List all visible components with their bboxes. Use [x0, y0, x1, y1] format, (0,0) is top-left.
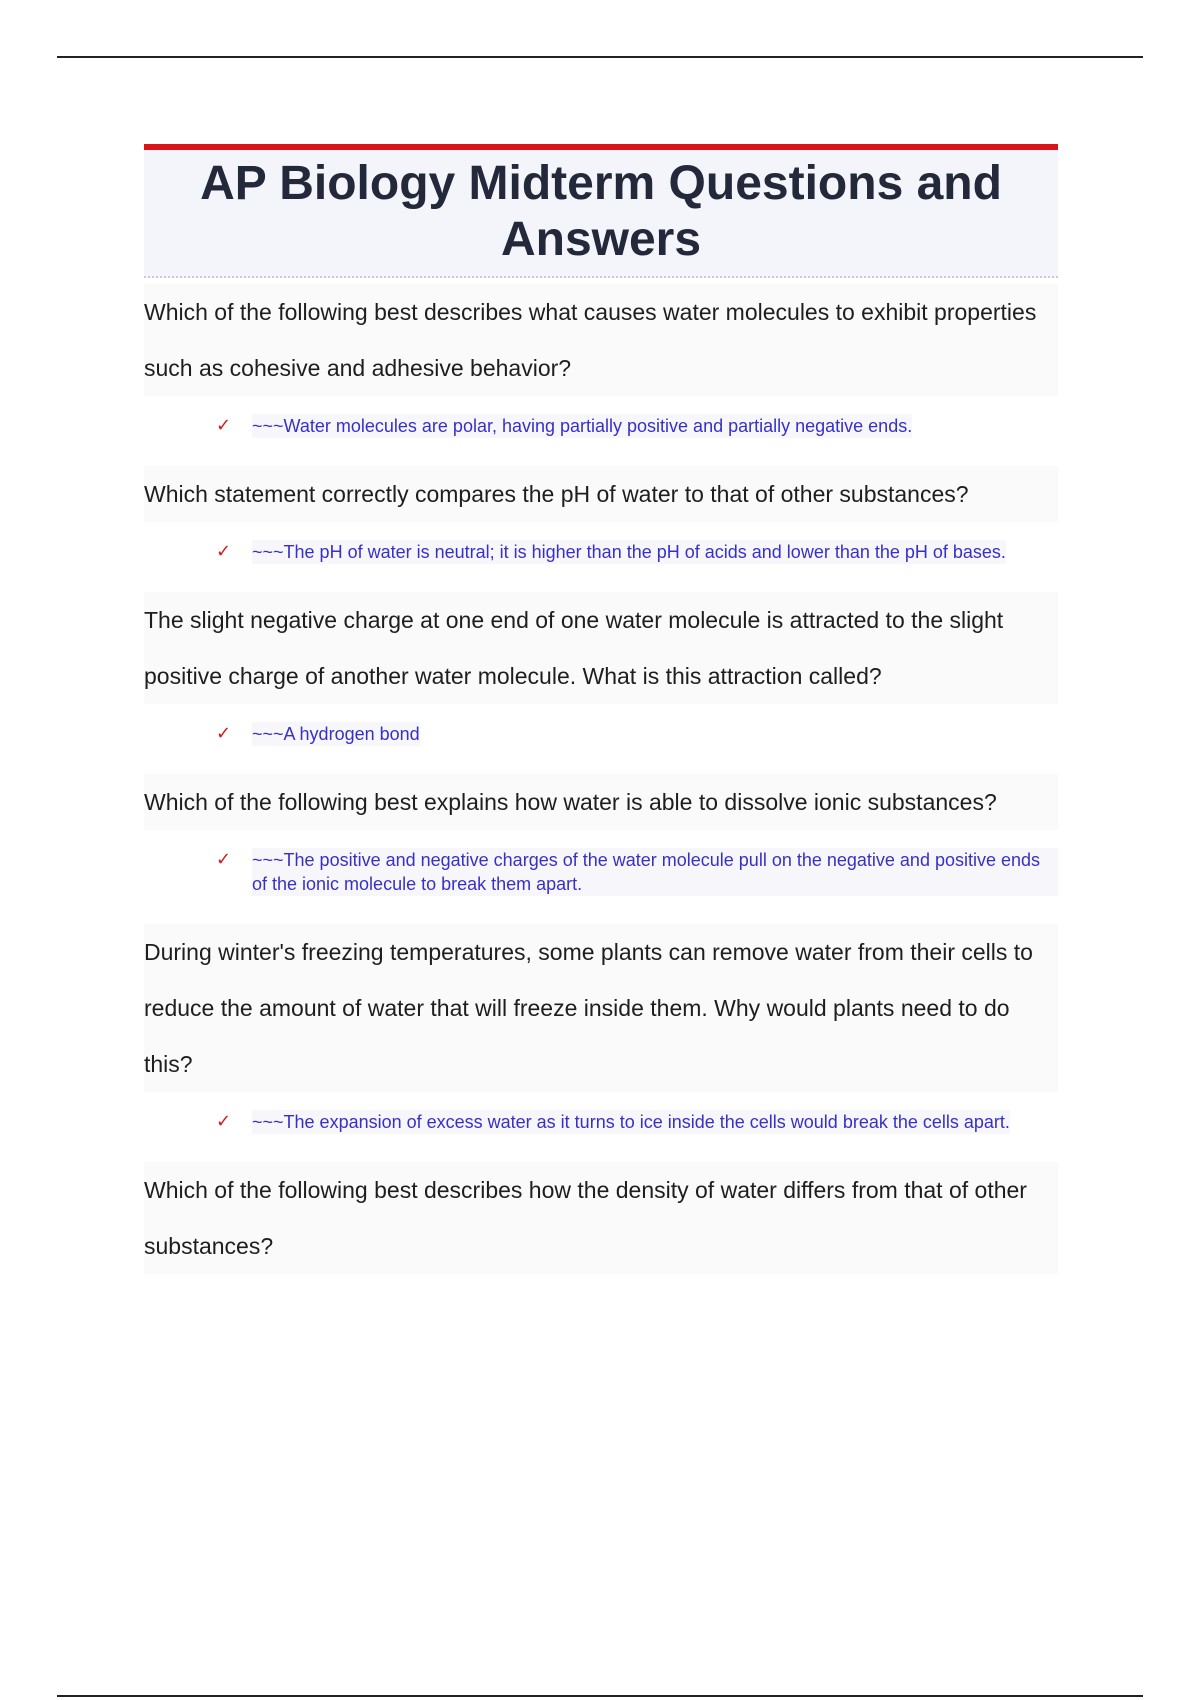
check-icon: ✓: [216, 849, 232, 870]
answer-row: [216, 1092, 1058, 1162]
answer-text: ~~~A hydrogen bond: [252, 724, 420, 744]
qa-item: [144, 774, 1058, 924]
question-text: Which of the following best explains how water is able to dissolve ionic substances?: [144, 774, 1058, 830]
answer-row: [216, 830, 1058, 924]
page-top-rule: [57, 56, 1143, 58]
qa-item: [144, 924, 1058, 1162]
page-title: AP Biology Midterm Questions and Answers: [200, 157, 1002, 266]
question-text: Which of the following best describes how the density of water differs from that of other substances?: [144, 1162, 1058, 1274]
check-icon: ✓: [216, 415, 232, 436]
question-text: Which statement correctly compares the pH of water to that of other substances?: [144, 466, 1058, 522]
title-block: [144, 144, 1058, 278]
qa-list: [144, 284, 1058, 1274]
answer-text: ~~~The pH of water is neutral; it is higher than the pH of acids and lower than the pH of bases.: [252, 542, 1006, 562]
question-text: During winter's freezing temperatures, some plants can remove water from their cells to reduce the amount of water that will freeze inside them. Why would plants need to do this?: [144, 924, 1058, 1092]
answer-row: [216, 704, 1058, 774]
check-icon: ✓: [216, 1111, 232, 1132]
answer-text: ~~~The positive and negative charges of the water molecule pull on the negative and positive ends of the ionic molecule to break them apart.: [252, 848, 1058, 896]
question-text: The slight negative charge at one end of one water molecule is attracted to the slight positive charge of another water molecule. What is this attraction called?: [144, 592, 1058, 704]
answer-row: [216, 396, 1058, 466]
answer-text: ~~~Water molecules are polar, having partially positive and partially negative ends.: [252, 416, 913, 436]
check-icon: ✓: [216, 723, 232, 744]
qa-item: [144, 592, 1058, 774]
answer-row: [216, 522, 1058, 592]
answer-text: ~~~The expansion of excess water as it turns to ice inside the cells would break the cells apart.: [252, 1112, 1010, 1132]
qa-item: [144, 1162, 1058, 1274]
check-icon: ✓: [216, 541, 232, 562]
qa-item: [144, 284, 1058, 466]
document-body: [144, 144, 1058, 1274]
question-text: Which of the following best describes what causes water molecules to exhibit properties such as cohesive and adhesive behavior?: [144, 284, 1058, 396]
qa-item: [144, 466, 1058, 592]
page-bottom-rule: [57, 1695, 1143, 1697]
